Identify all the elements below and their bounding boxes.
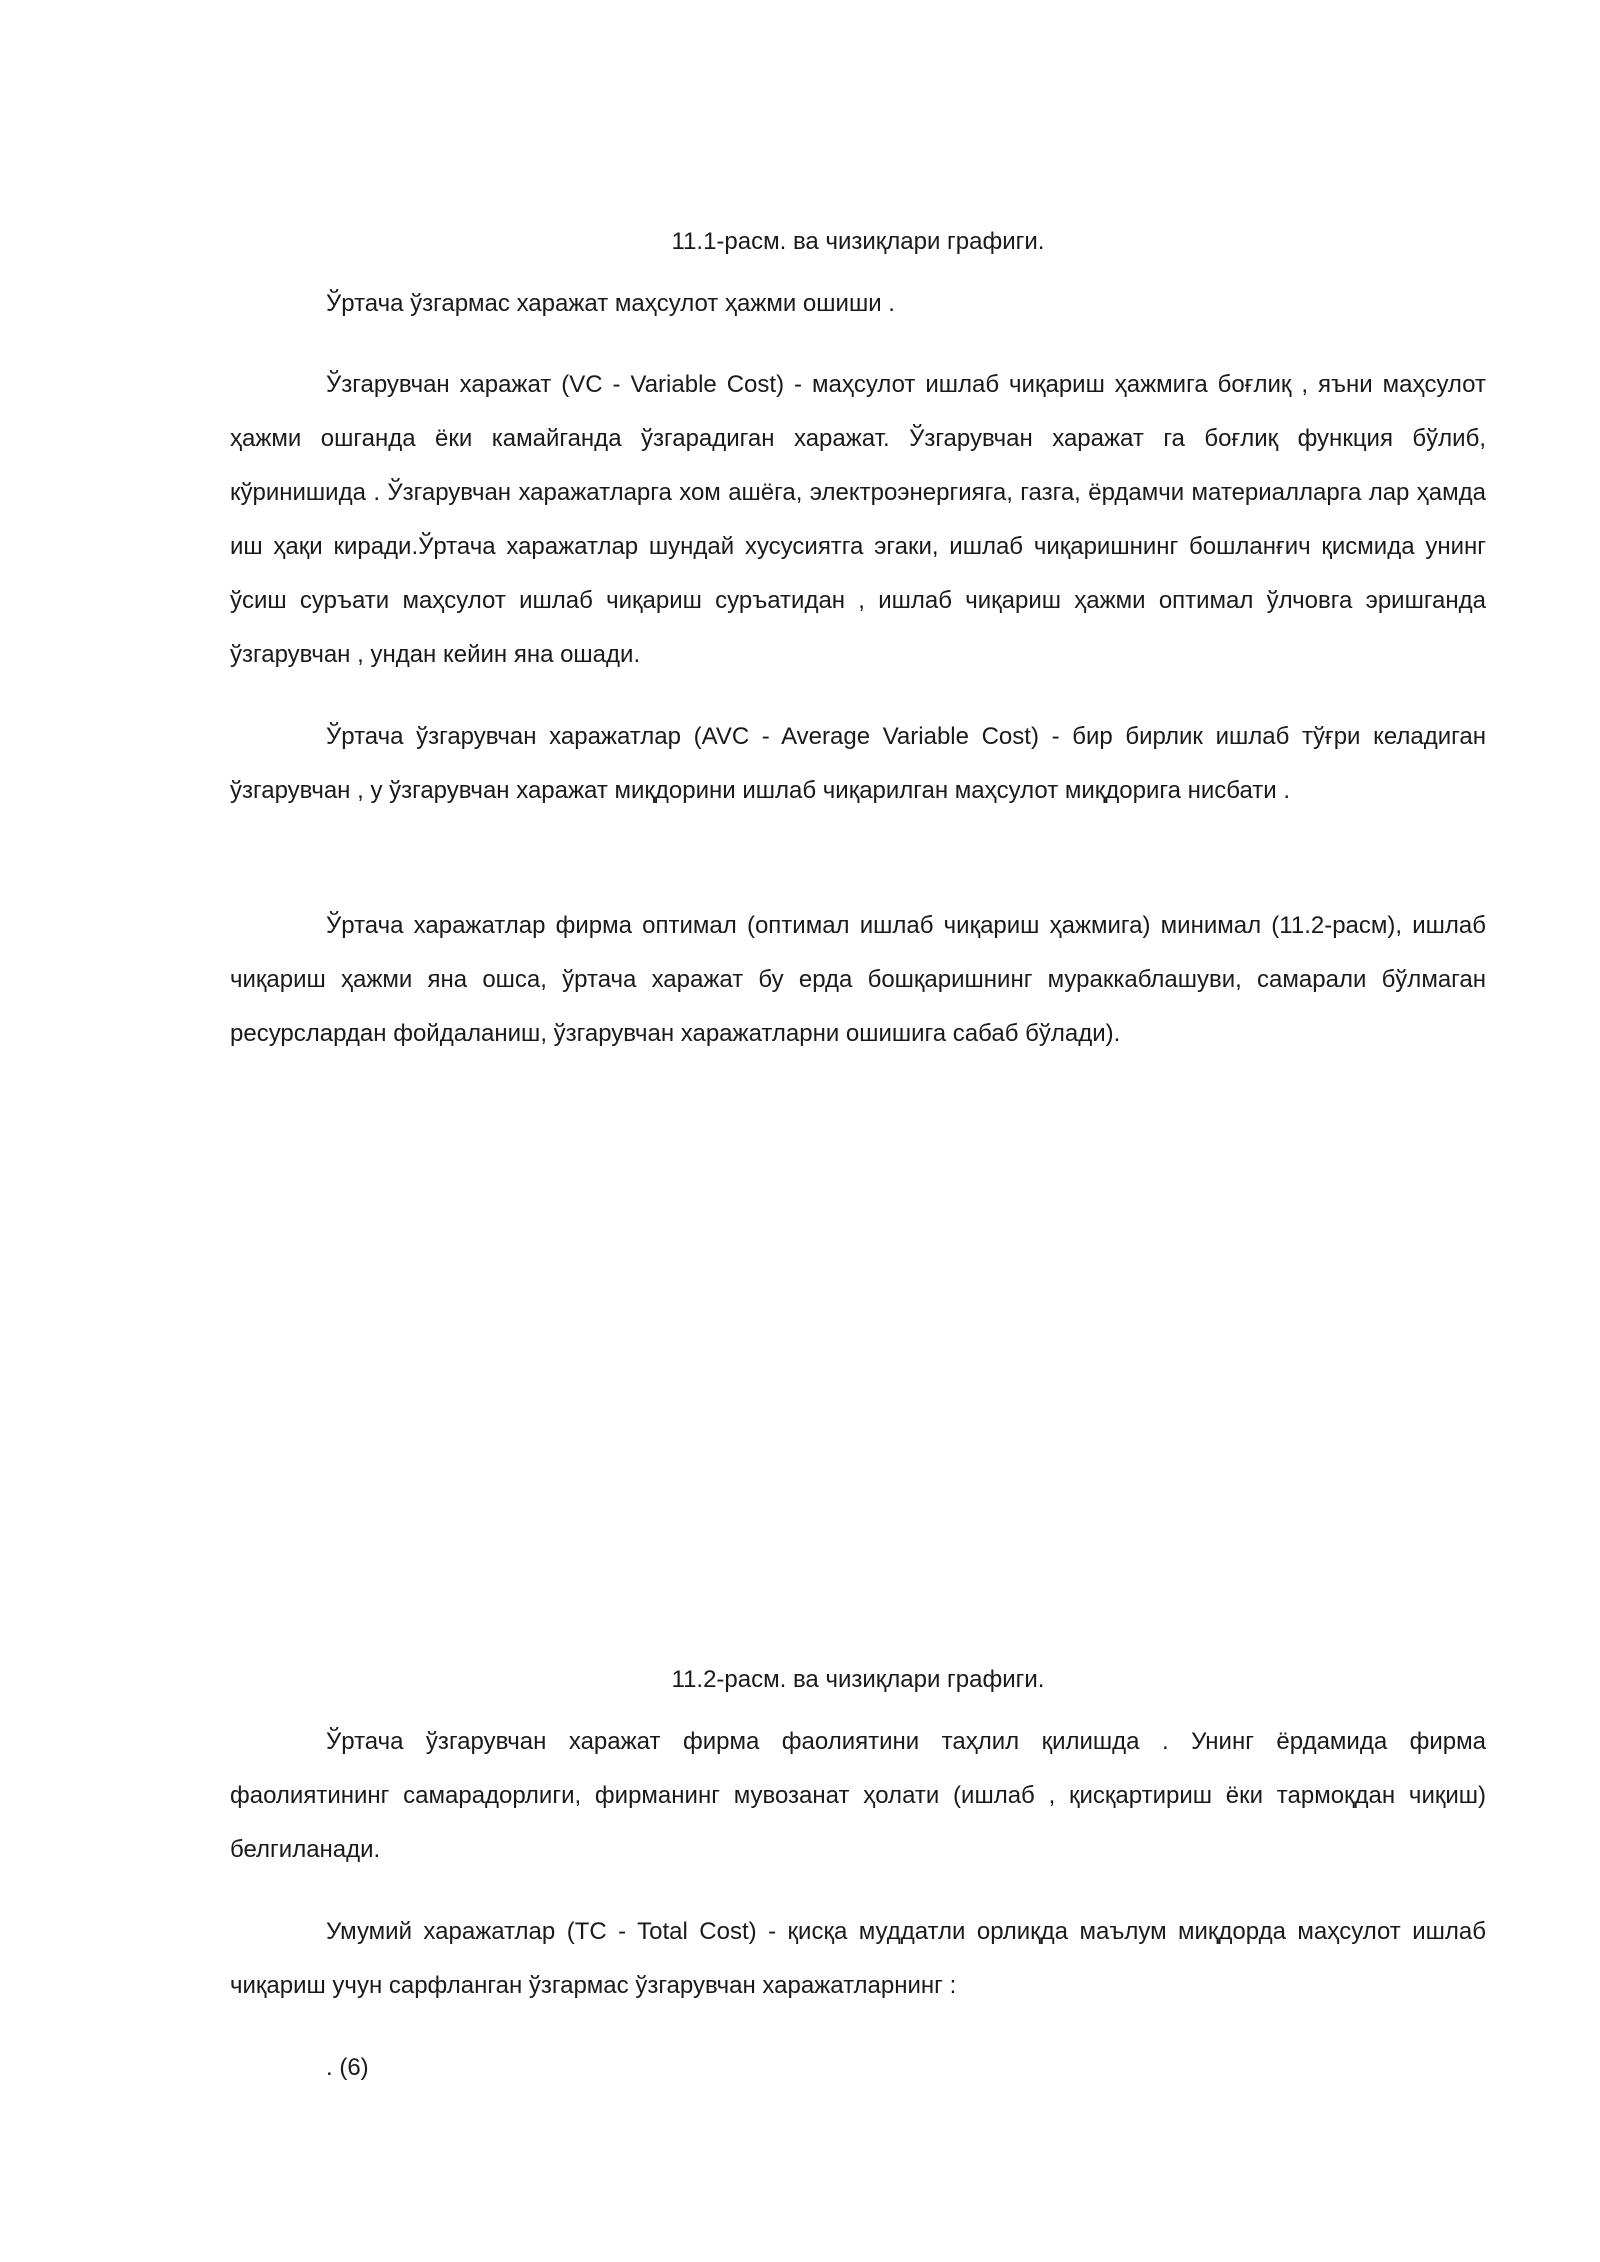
figure-caption-11-1: 11.1-расм. ва чизиқлари графиги. bbox=[671, 228, 1045, 255]
paragraph-average-cost-optimum: Ўртача харажатлар фирма оптимал (оптимал ишлаб чиқариш ҳажмига) минимал (11.2-расм), ишлаб чиқариш ҳажми яна ошса, ўртача харажат бу ерда бошқаришнинг мураккаблашуви, самарали бўлмаган ресурслардан фойдаланиш, ўзгарувчан харажатларни ошишига сабаб бўлади). bbox=[230, 912, 1486, 1047]
paragraph-total-cost: Умумий харажатлар (TC - Total Cost) - қисқа муддатли орлиқда маълум миқдорда маҳсулот ишлаб чиқариш учун сарфланган ўзгармас ўзгарувчан харажатларнинг : bbox=[230, 1918, 1486, 1999]
paragraph-average-variable-cost: Ўртача ўзгарувчан харажатлар (AVC - Average Variable Cost) - бир бирлик ишлаб тўғри келадиган ўзгарувчан , у ўзгарувчан харажат миқдорини ишлаб чиқарилган маҳсулот миқдорига нисбати . bbox=[230, 723, 1486, 804]
paragraph-variable-cost: Ўзгарувчан харажат (VC - Variable Cost) - маҳсулот ишлаб чиқариш ҳажмига боғлиқ , яъни маҳсулот ҳажми ошганда ёки камайганда ўзгарадиган харажат. Ўзгарувчан харажат га боғлиқ функция бўлиб, кўринишида . Ўзгарувчан харажатларга хом ашёга, электроэнергияга, газга, ёрдамчи материалларга лар ҳамда иш ҳақи киради.Ўртача харажатлар шундай хусусиятга эгаки, ишлаб чиқаришнинг бошланғич қисмида унинг ўсиш суръати маҳсулот ишлаб чиқариш суръатидан , ишлаб чиқариш ҳажми оптимал ўлчовга эришганда ўзгарувчан , ундан кейин яна ошади. bbox=[230, 371, 1486, 668]
figure-caption-11-2: 11.2-расм. ва чизиқлари графиги. bbox=[671, 1666, 1045, 1693]
formula-6: . (6) bbox=[326, 2054, 369, 2081]
paragraph-avc-analysis: Ўртача ўзгарувчан харажат фирма фаолиятини таҳлил қилишда . Унинг ёрдамида фирма фаолиятининг самарадорлиги, фирманинг мувозанат ҳолати (ишлаб , қисқартириш ёки тармоқдан чиқиш) белгиланади. bbox=[230, 1728, 1486, 1863]
paragraph-average-fixed-cost: Ўртача ўзгармас харажат маҳсулот ҳажми ошиши . bbox=[326, 290, 895, 317]
